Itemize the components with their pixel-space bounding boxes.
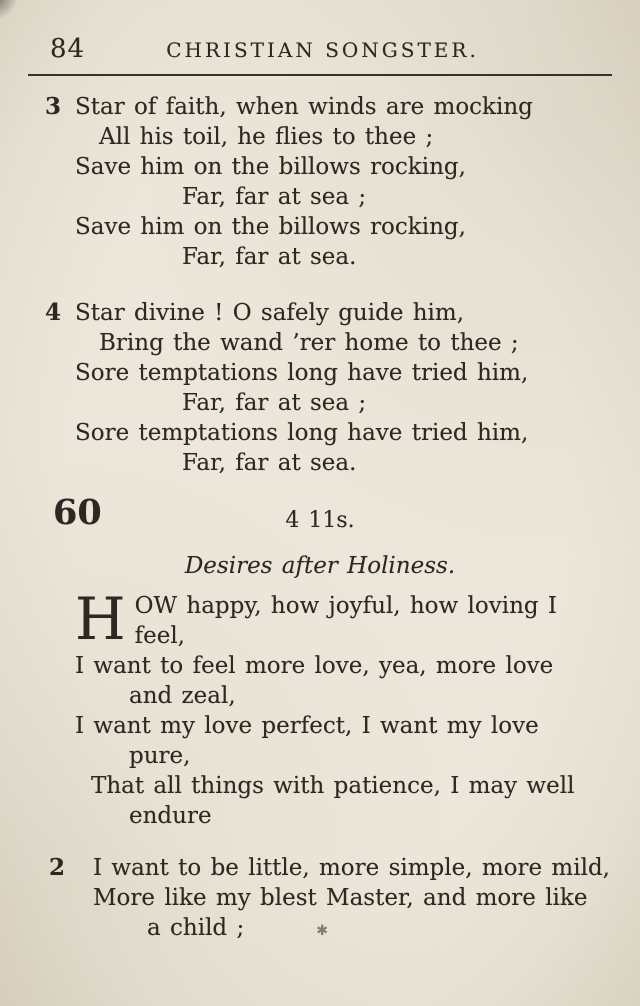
scan-artifact [0,0,18,20]
verse-line: I want to feel more love, yea, more love [75,653,554,679]
hymn-header [45,494,595,542]
hymn-verse-1 [45,585,595,831]
dropcap-initial: H [75,585,126,653]
verse-line: OW happy, how joyful, how loving I [134,593,558,619]
verse-line: That all things with patience, I may well [91,773,575,799]
stanza [45,298,595,478]
verse-line: Far, far at sea ; [182,390,367,416]
verse-line: Sore temptations long have tried him, [75,360,529,386]
stanza-number: 2 [49,854,66,881]
verse-line: Save him on the billows rocking, [75,214,466,240]
verse-line: Star of faith, when winds are mocking [75,94,533,120]
verse-line: All his toil, he flies to thee ; [99,124,434,150]
verse-line: I want to be little, more simple, more mild, [93,855,610,881]
page-header [0,0,640,74]
verse-line: feel, [134,623,185,649]
page-number: 84 [50,34,86,64]
verse-line: a child ; ✱ [147,915,328,941]
verse-line: Bring the wand ’rer home to thee ; [99,330,519,356]
verse-line: Sore temptations long have tried him, [75,420,529,446]
stanza-2-lines [93,853,610,946]
stanzas [45,92,595,478]
header-rule [28,74,612,76]
stanza-number: 3 [45,93,62,120]
verse-line: Far, far at sea. [182,244,357,270]
verse-line: More like my blest Master, and more like [93,885,588,911]
hymn-meter: 4 11s. [285,508,355,533]
running-title: CHRISTIAN SONGSTER. [166,38,479,62]
verse-line: Far, far at sea. [182,450,357,476]
verse-line: and zeal, [129,683,236,709]
hymn-number: 60 [53,492,102,533]
hymn-title: Desires after Holiness. [184,553,456,579]
verse-line: Star divine ! O safely guide him, [75,300,465,326]
hymn-stanza-2 [45,853,610,946]
verse-line: Far, far at sea ; [182,184,367,210]
verse-1-lines [75,585,595,831]
verse-line: Save him on the billows rocking, [75,154,466,180]
verse-line: I want my love perfect, I want my love [75,713,539,739]
verse-line: endure [129,803,212,829]
printer-ornament: ✱ [316,923,328,939]
page-content [0,92,640,946]
stanza [45,92,595,272]
verse-line: pure, [129,743,191,769]
stanza-number: 4 [45,299,62,326]
